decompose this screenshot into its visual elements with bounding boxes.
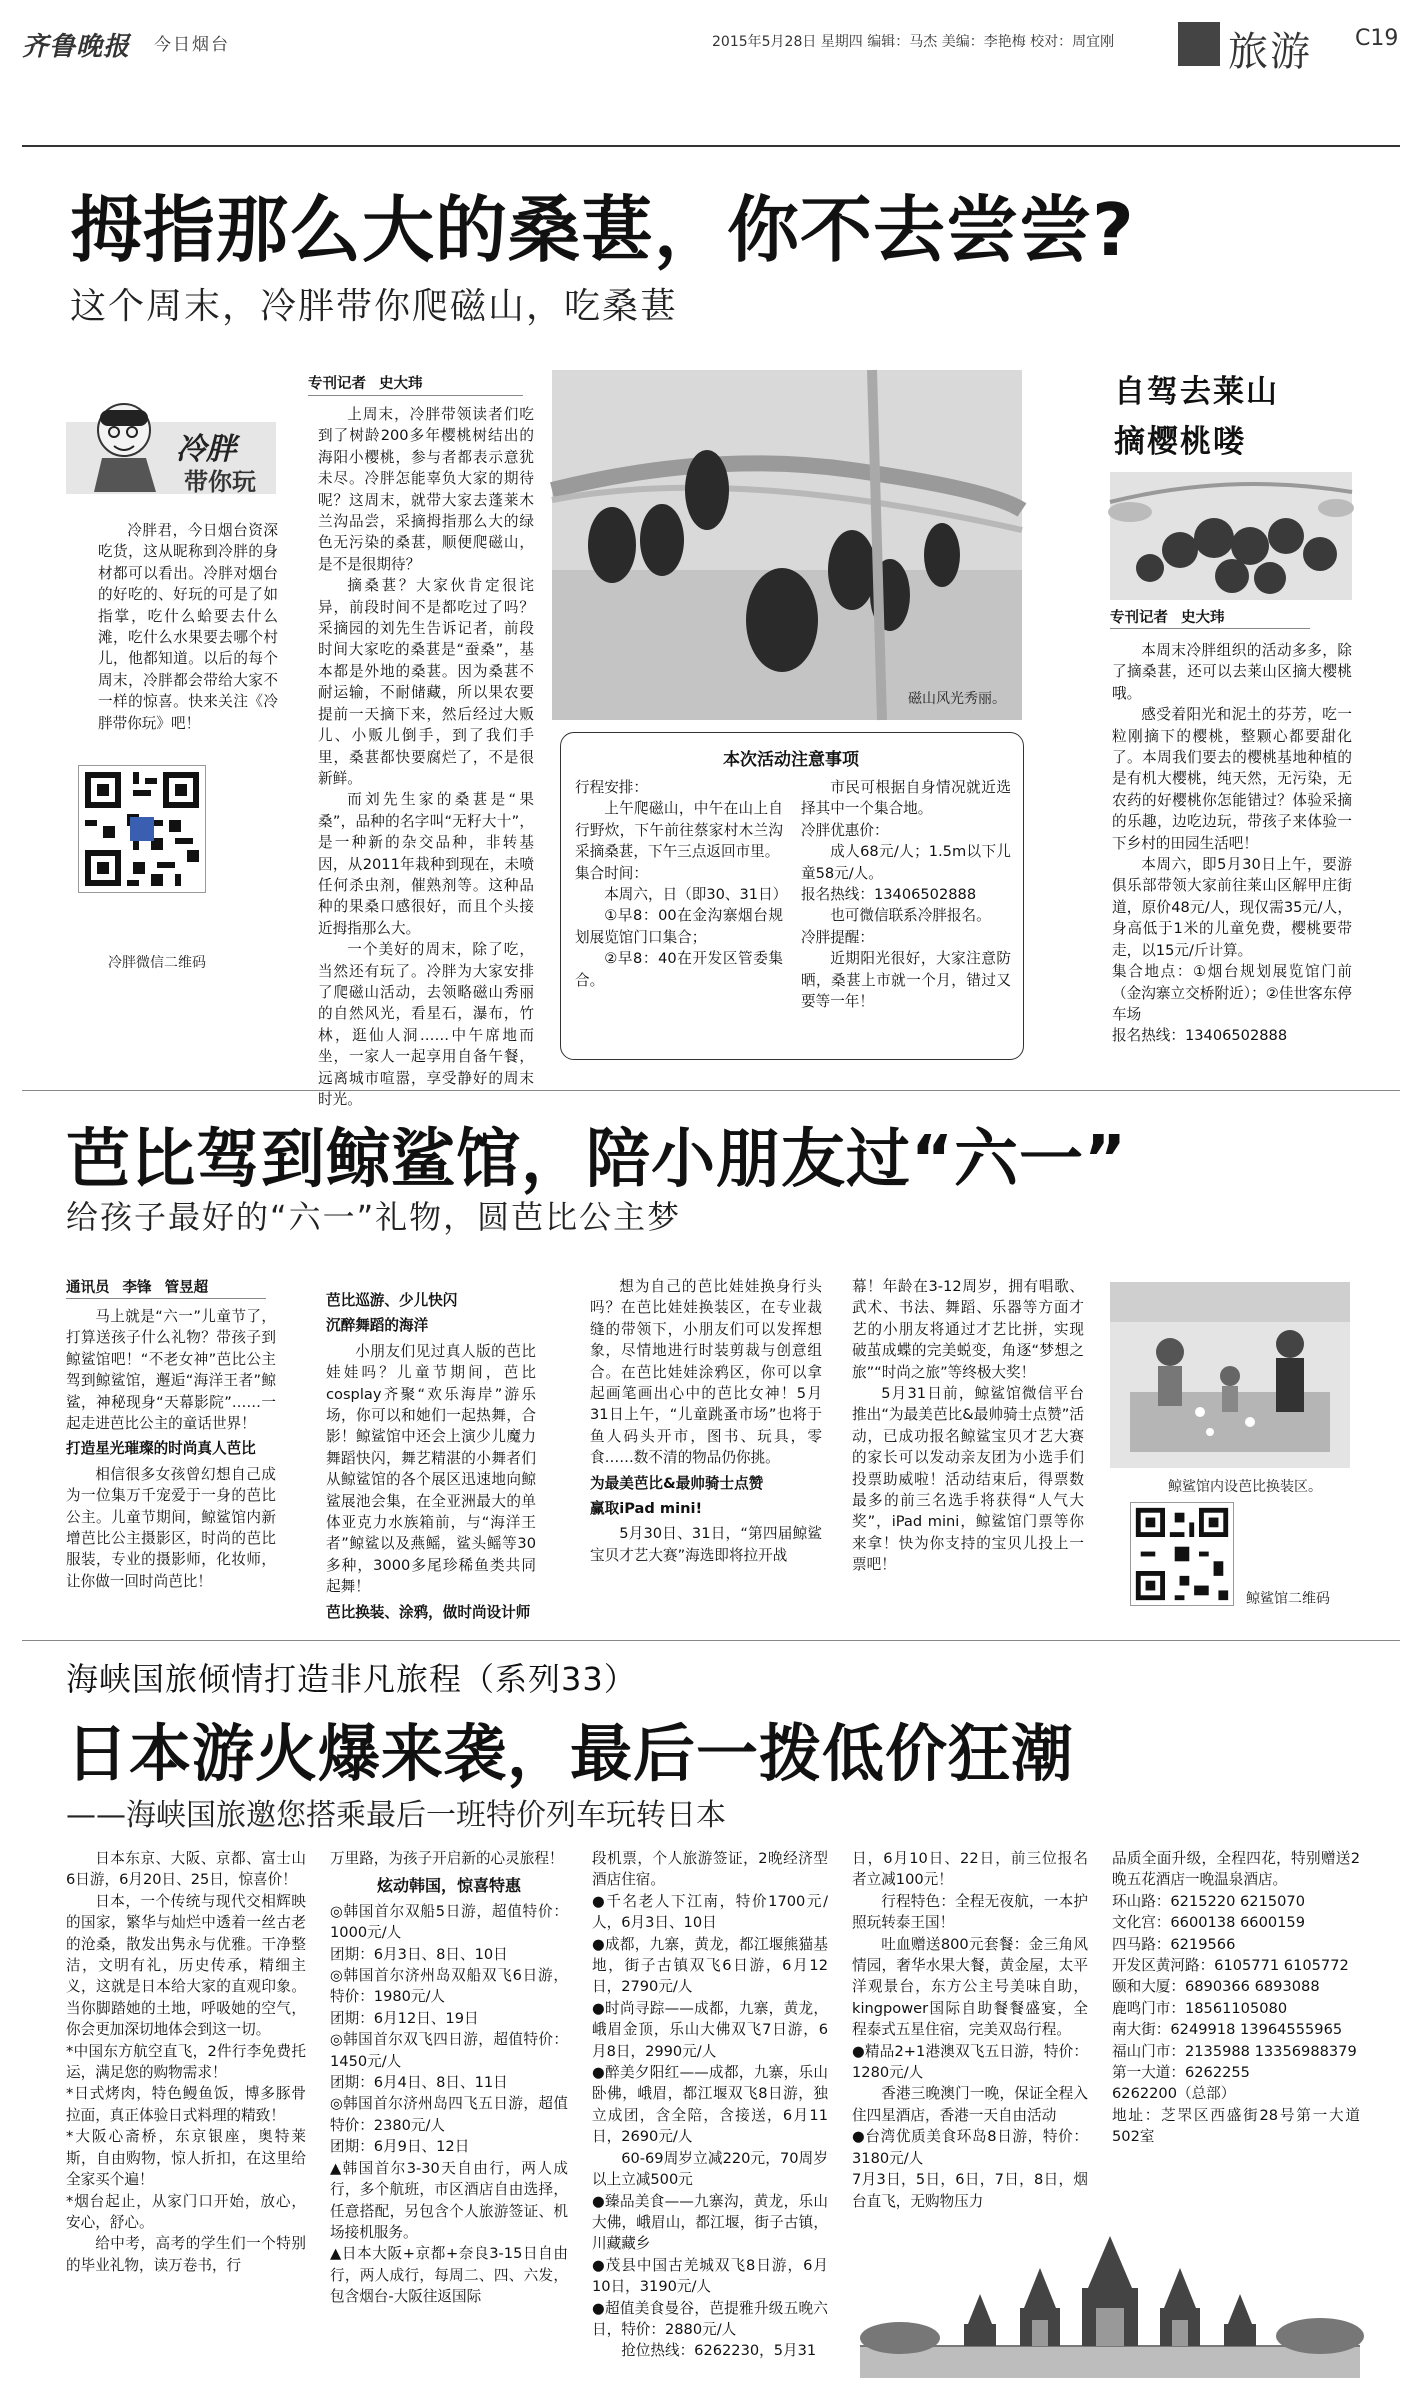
story2-column4: 幕！年龄在3-12周岁，拥有唱歌、武术、书法、舞蹈、乐器等方面才艺的小朋友将通过才艺比拼，实现破茧成蝶的完美蜕变，角逐“梦想之旅”“时尚之旅”等终极大奖！ 5月31日前，鲸鲨馆微信平台推出“为最美芭比&最帅骑士点赞”活动，已成功报名鲸鲨宝贝才艺大赛的家长可以发动亲友团为小选手们投票助威啦！活动结束后，得票数最多的前三名选手将获得“人气大奖”，iPad mini，鲸鲨馆门票等你来拿！快为你支持的宝贝儿投上一票吧！ bbox=[852, 1278, 1084, 1574]
story3-title: 日本游火爆来袭，最后一拨低价狂潮 bbox=[66, 1717, 1075, 1790]
story3-column3: 段机票，个人旅游签证，2晚经济型酒店住宿。 ●千名老人下江南，特价1700元/人，6月3日、10日 ●成都，九寨，黄龙，都江堰熊猫基地，街子古镇双飞6日游，6月12日，2790元/人 ●时尚寻踪——成都，九寨，黄龙，峨眉金顶，乐山大佛双飞7日游，6月8日，2990元/人 ●醉美夕阳红——成都，九寨，乐山卧佛，峨眉，都江堰双飞8日游，独立成团，含全陪，含接送，6月11日，2690元/人 60-69周岁立减220元，70周岁以上立减500元 ●臻品美食——九寨沟，黄龙，乐山大佛，峨眉山，都江堰，街子古镇，川藏藏乡 ●茂县中国古羌城双飞8日游，6月10日，3190元/人 ●超值美食曼谷，芭提雅升级五晚六日，特价：2880元/人 抢位热线：6262230，5月31 bbox=[592, 1850, 828, 2360]
sidebar-byline: 专刊记者 史大玮 bbox=[1110, 610, 1225, 626]
notice-box bbox=[560, 732, 1024, 1060]
page-number: C19 bbox=[1355, 26, 1399, 51]
sidebar-byline-rule bbox=[1110, 628, 1310, 629]
story3-subtitle: ——海峡国旅邀您搭乘最后一班特价列车玩转日本 bbox=[66, 1798, 726, 1833]
aquarium-qr-caption: 鲸鲨馆二维码 bbox=[1246, 1591, 1330, 1607]
story1-paragraph: 而刘先生家的桑葚是“果桑”，品种的名字叫“无籽大十”，是一种新的杂交品种，非转基因，从2011年栽种到现在，未喷任何杀虫剂，催熟剂等。这种品种的果桑口感很好，而且个头接近拇指那么大。 bbox=[318, 791, 534, 937]
story1-subtitle: 这个周末，冷胖带你爬磁山，吃桑葚 bbox=[70, 286, 679, 327]
paper-logo: 齐鲁晚报 bbox=[22, 32, 131, 62]
story3-column4: 日，6月10日、22日，前三位报名者立减100元！ 行程特色：全程无夜航，一本护照玩转泰王国！ 吐血赠送800元套餐：金三角风情园，奢华水果大餐，黄金屋，太平洋观景台，东方公主号美味自助，kingpower国际自助餐餐盛宴，全程泰式五星住宿，完美双岛行程。 ●精品2+1港澳双飞五日游，特价：1280元/人 香港三晚澳门一晚，保证全程入住四星酒店，香港一天自由活动 ●台湾优质美食环岛8日游，特价：3180元/人 7月3日，5日，6日，7日，8日，烟台直飞，无购物压力 bbox=[852, 1850, 1088, 2210]
barbie-photo-caption: 鲸鲨馆内设芭比换装区。 bbox=[1168, 1479, 1322, 1495]
mulberry-photo bbox=[552, 370, 1022, 720]
story3-column2: 万里路，为孩子开启新的心灵旅程！ 炫动韩国，惊喜特惠 ◎韩国首尔双船5日游，超值特价：1000元/人 团期：6月3日、8日、10日 ◎韩国首尔济州岛双船双飞6日游，特价：1980元/人 团期：6月12日、19日 ◎韩国首尔双飞四日游，超值特价：1450元/人 团期：6月4日、8日、11日 ◎韩国首尔济州岛四飞五日游，超值特价：2380元/人 团期：6月9日、12日 ▲韩国首尔3-30天自由行，两人成行，多个航班，市区酒店自由选择，任意搭配，另包含个人旅游签证、机场接机服务。 ▲日本大阪+京都+奈良3-15日自由行，两人成行，每周二、四、六发，包含烟台-大阪往返国际 bbox=[330, 1850, 568, 2306]
section-icon bbox=[1178, 22, 1220, 66]
logo-tag: 带你玩 bbox=[184, 468, 256, 496]
story1-intro: 冷胖君，今日烟台资深吃货，这从昵称到冷胖的身材都可以看出。冷胖对烟台的好吃的、好玩的可是了如指掌，吃什么蛤要去什么滩，吃什么水果要去哪个村儿，他都知道。以后的每个周末，冷胖都会带给大家不一样的惊喜。快来关注《冷胖带你玩》吧！ bbox=[98, 522, 278, 732]
story1-column1 bbox=[318, 404, 534, 1108]
story1-byline: 专刊记者 史大玮 bbox=[308, 376, 423, 392]
lengpang-logo bbox=[66, 392, 276, 498]
story2-title: 芭比驾到鲸鲨馆，陪小朋友过“六一” bbox=[66, 1123, 1128, 1197]
header-rule bbox=[22, 145, 1400, 147]
lengpang-qr-code[interactable] bbox=[78, 765, 206, 893]
story2-column2: 芭比巡游、少儿快闪 沉醉舞蹈的海洋 小朋友们见过真人版的芭比娃娃吗？儿童节期间，芭比cosplay齐聚“欢乐海岸”游乐场，你可以和她们一起热舞，合影！鲸鲨馆中还会上演少儿魔力舞蹈快闪，舞艺精湛的小舞者们从鲸鲨馆的各个展区迅速地向鲸鲨展池会集，在全亚洲最大的单体亚克力水族箱前，与“海洋王者”鲸鲨以及燕鳐，鲨头鳐等30多种，3000多尾珍稀鱼类共同起舞！ 芭比换装、涂鸦，做时尚设计师 bbox=[326, 1292, 536, 1621]
mulberry-branch-image bbox=[552, 370, 1022, 720]
temple-image bbox=[860, 2228, 1360, 2378]
story1-paragraph: 上周末，冷胖带领读者们吃到了树龄200多年樱桃树结出的海阳小樱桃，参与者都表示意犹未尽。冷胖怎能辜负大家的期待呢？这周末，就带大家去蓬莱木兰沟品尝，采摘拇指那么大的绿色无污染的桑葚，顺便爬磁山，是不是很期待？ bbox=[318, 406, 534, 573]
lengpang-qr-caption: 冷胖微信二维码 bbox=[108, 955, 206, 971]
story2-column1: 马上就是“六一”儿童节了，打算送孩子什么礼物？带孩子到鲸鲨馆吧！“不老女神”芭比公主驾到鲸鲨馆，邂逅“海洋王者”鲸鲨，神秘现身“天幕影院”……一起走进芭比公主的童话世界！ 打造星光璀璨的时尚真人芭比 相信很多女孩曾幻想自己成为一位集万千宠爱于一身的芭比公主。儿童节期间，鲸鲨馆内新增芭比公主摄影区，时尚的芭比服装，专业的摄影师，化妆师，让你做一回时尚芭比！ bbox=[66, 1308, 276, 1590]
story2-bottom-rule bbox=[22, 1640, 1400, 1641]
mulberry-photo-caption: 磁山风光秀丽。 bbox=[908, 691, 1006, 707]
qr-code-icon bbox=[1131, 1503, 1233, 1605]
sidebar-text: 本周末冷胖组织的活动多多，除了摘桑葚，还可以去莱山区摘大樱桃哦。 感受着阳光和泥土的芬芳，吃一粒刚摘下的樱桃，整颗心都要甜化了。本周我们要去的樱桃基地种植的是有机大樱桃，纯天然，无污染，无农药的好樱桃你怎能错过？体验采摘的乐趣，边吃边玩，带孩子来体验一下乡村的田园生活吧！ 本周六，即5月30日上午，要游俱乐部带领大家前往莱山区解甲庄街道，原价48元/人，现仅需35元/人，身高低于1米的儿童免费，樱桃要带走，以15元/斤计算。 集合地点：①烟台规划展览馆门前（金沟寨立交桥附近）；②佳世客东停车场 报名热线：13406502888 bbox=[1112, 642, 1352, 1045]
qr-code-icon bbox=[79, 766, 205, 892]
edition-name: 今日烟台 bbox=[154, 35, 230, 55]
story2-byline-rule bbox=[66, 1298, 266, 1299]
barbie-dress-up-image bbox=[1110, 1282, 1350, 1468]
section-name: 旅游 bbox=[1228, 29, 1312, 75]
cherry-photo bbox=[1110, 472, 1352, 600]
story1-title: 拇指那么大的桑葚，你不去尝尝? bbox=[70, 188, 1135, 272]
story3-column1: 日本东京、大阪、京都、富士山6日游，6月20日、25日，惊喜价！ 日本，一个传统与现代交相辉映的国家，繁华与灿烂中透着一丝古老的沧桑，散发出隽永与优雅。干净整洁，文明有礼，历史传承，精细主义，这就是日本给大家的直观印象。当你脚踏她的土地，呼吸她的空气，你会更加深切地体会到这一切。 *中国东方航空直飞，2件行李免费托运，满足您的购物需求！ *日式烤肉，特色鳗鱼饭，博多豚骨拉面，真正体验日式料理的精致！ *大阪心斋桥，东京银座，奥特莱斯，自由购物，惊人折扣，在这里给全家买个遍！ *烟台起止，从家门口开始，放心，安心，舒心。 给中考，高考的学生们一个特别的毕业礼物，读万卷书，行 bbox=[66, 1850, 306, 2274]
page-header bbox=[0, 0, 1417, 80]
story2-subtitle: 给孩子最好的“六一”礼物，圆芭比公主梦 bbox=[66, 1198, 682, 1236]
story2-column3: 想为自己的芭比娃娃换身行头吗？在芭比娃娃换装区，在专业裁缝的带领下，小朋友们可以发挥想象，尽情地进行时装剪裁与创意组合。在芭比娃娃涂鸦区，你可以拿起画笔画出心中的芭比女神！5月31日上午，“儿童跳蚤市场”也将于鱼人码头开市，图书、玩具，零食……数不清的物品仍你挑。 为最美芭比&最帅骑士点赞 赢取iPad mini! 5月30日、31日，“第四届鲸鲨宝贝才艺大赛”海选即将拉开战 bbox=[590, 1278, 822, 1564]
byline-rule bbox=[308, 395, 523, 396]
story3-column5-contacts: 品质全面升级，全程四花，特别赠送2晚五花酒店一晚温泉酒店。 环山路：6215220 6215070 文化宫：6600138 6600159 四马路：6219566 开发区黄河路：6105771 6105772 颐和大厦：6890366 6893088 鹿鸣门市：18561105080 南大街：6249918 13964555965 福山门市：2135988 13356988379 第一大道：6262255 6262200（总部） 地址：芝罘区西盛街28号第一大道502室 bbox=[1112, 1850, 1360, 2146]
notice-left: 行程安排： 上午爬磁山，中午在山上自行野炊，下午前往蔡家村木兰沟采摘桑葚，下午三点返回市里。 集合时间： 本周六，日（即30、31日） ①早8：00在金沟寨烟台规划展览馆门口集合； ②早8：40在开发区管委集合。 bbox=[575, 779, 788, 989]
cherry-image bbox=[1110, 472, 1352, 600]
story1-paragraph: 摘桑葚？大家伙肯定很诧异，前段时间不是都吃过了吗？采摘园的刘先生告诉记者，前段时间大家吃的桑葚是“蚕桑”，基本都是外地的桑葚。因为桑葚不耐运输，不耐储藏，所以果农要提前一天摘下来，然后经过大贩儿、小贩儿倒手，到了我们手里，桑葚都快要腐烂了，不是很新鲜。 bbox=[318, 577, 534, 787]
story3-kicker: 海峡国旅倾情打造非凡旅程（系列33） bbox=[66, 1660, 637, 1698]
story1-bottom-rule bbox=[22, 1090, 1400, 1091]
notice-title: 本次活动注意事项 bbox=[723, 750, 859, 770]
logo-name: 冷胖 bbox=[176, 432, 236, 467]
barbie-photo bbox=[1110, 1282, 1350, 1468]
notice-right: 市民可根据自身情况就近选择其中一个集合地。 冷胖优惠价： 成人68元/人；1.5m以下儿童58元/人。 报名热线：13406502888 也可微信联系冷胖报名。 冷胖提醒： 近期阳光很好，大家注意防晒，桑葚上市就一个月，错过又要等一年！ bbox=[801, 779, 1011, 1011]
sidebar-title-2: 摘樱桃喽 bbox=[1114, 424, 1246, 460]
story1-paragraph: 一个美好的周末，除了吃，当然还有玩了。冷胖为大家安排了爬磁山活动，去领略磁山秀丽的自然风光，看星石，瀑布，竹林，逛仙人洞……中午席地而坐，一家人一起享用自备午餐，远离城市喧嚣，享受静好的周末时光。 bbox=[318, 941, 534, 1108]
sidebar-title-1: 自驾去莱山 bbox=[1114, 374, 1279, 410]
story2-byline: 通讯员 李锋 管昱超 bbox=[66, 1280, 209, 1296]
temple-illustration bbox=[860, 2228, 1360, 2378]
aquarium-qr-code[interactable] bbox=[1130, 1502, 1234, 1606]
date-info: 2015年5月28日 星期四 编辑：马杰 美编：李艳梅 校对：周宜刚 bbox=[712, 34, 1115, 50]
